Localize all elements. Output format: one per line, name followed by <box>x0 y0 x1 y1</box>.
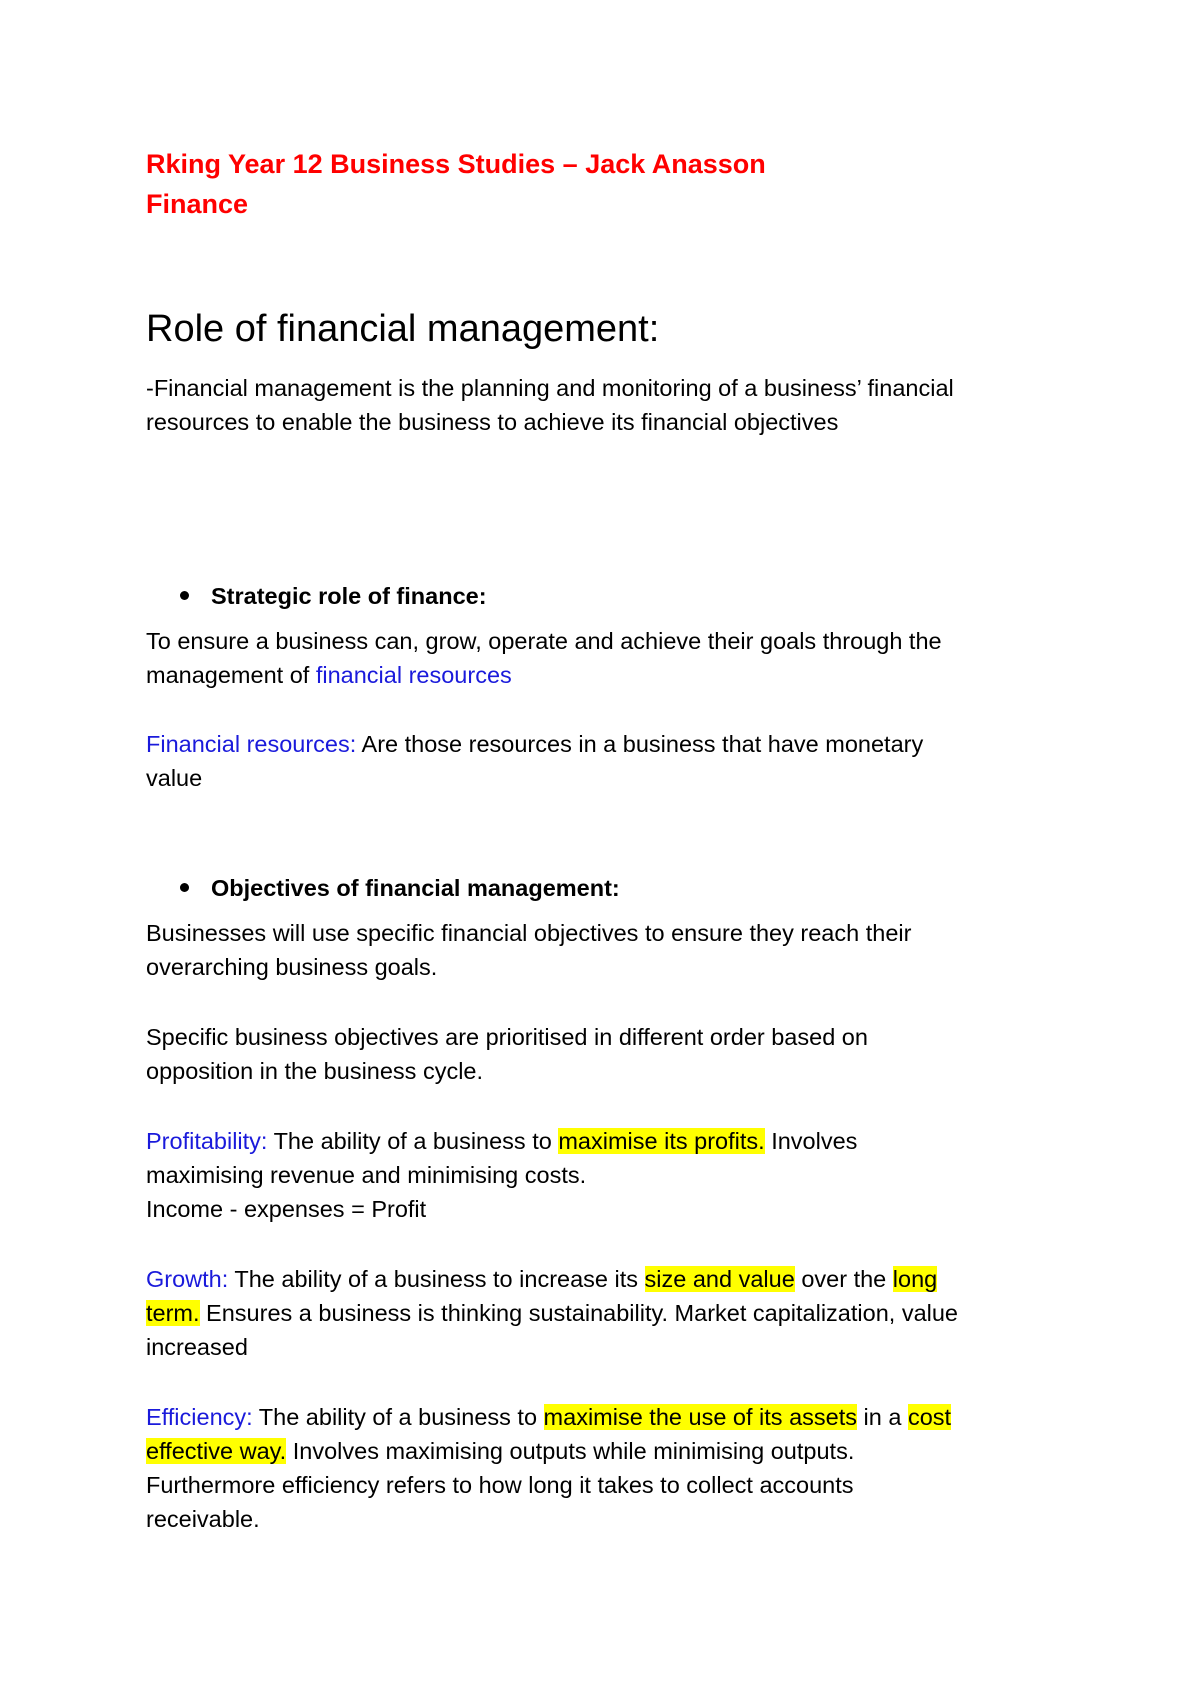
growth-term: Growth: <box>146 1266 229 1292</box>
profitability-text-2: Involves <box>764 1128 858 1154</box>
strategic-line-2-prefix: management of <box>146 662 316 688</box>
section-heading-role: Role of financial management: <box>146 308 660 350</box>
bullet-objectives-label: Objectives of financial management: <box>211 875 620 901</box>
efficiency-line-2-text: Involves maximising outputs while minimising outputs. <box>286 1438 855 1464</box>
objectives-intro-line-2: overarching business goals. <box>146 954 438 980</box>
objectives-order-line-1: Specific business objectives are prioritised in different order based on <box>146 1024 868 1050</box>
strategic-line-1: To ensure a business can, grow, operate and achieve their goals through the <box>146 628 942 654</box>
efficiency-line-4: receivable. <box>146 1506 260 1532</box>
document-subtitle: Finance <box>146 189 249 219</box>
profitability-formula: Income - expenses = Profit <box>146 1196 427 1222</box>
bullet-objectives <box>180 871 620 905</box>
growth-text-2: over the <box>794 1266 893 1292</box>
objectives-intro-line-1: Businesses will use specific financial objectives to ensure they reach their <box>146 920 912 946</box>
highlight: size and value <box>644 1266 795 1292</box>
financial-resources-label: Financial resources: <box>146 731 357 757</box>
bullet-strategic-label: Strategic role of finance: <box>211 583 487 609</box>
document-title: Rking Year 12 Business Studies – Jack Anasson <box>146 149 766 179</box>
financial-resources-definition: Are those resources in a business that have monetary <box>356 731 924 757</box>
growth-line-1 <box>146 1262 937 1296</box>
growth-line-3: increased <box>146 1334 248 1360</box>
highlight: maximise the use of its assets <box>543 1404 857 1430</box>
financial-resources-definition-line-2: value <box>146 765 203 791</box>
highlight: maximise its profits. <box>558 1128 765 1154</box>
financial-resources-definition-line-1 <box>146 727 923 761</box>
financial-resources-term: financial resources <box>315 662 512 688</box>
bullet-icon <box>180 883 189 892</box>
highlight: term. <box>146 1300 200 1326</box>
efficiency-line-1 <box>146 1400 951 1434</box>
efficiency-term: Efficiency: <box>146 1404 253 1430</box>
bullet-icon <box>180 591 189 600</box>
profitability-text: The ability of a business to <box>267 1128 559 1154</box>
profitability-line-1 <box>146 1124 857 1158</box>
profitability-term: Profitability: <box>146 1128 268 1154</box>
strategic-line-2 <box>146 658 512 692</box>
highlight: cost <box>907 1404 952 1430</box>
profitability-line-2: maximising revenue and minimising costs. <box>146 1162 587 1188</box>
highlight: long <box>892 1266 938 1292</box>
growth-line-2-text: Ensures a business is thinking sustainability. Market capitalization, value <box>199 1300 959 1326</box>
growth-line-2 <box>146 1296 958 1330</box>
objectives-order-line-2: opposition in the business cycle. <box>146 1058 484 1084</box>
efficiency-line-3: Furthermore efficiency refers to how long it takes to collect accounts <box>146 1472 854 1498</box>
efficiency-text: The ability of a business to <box>252 1404 544 1430</box>
bullet-strategic-role <box>180 579 487 613</box>
role-definition-line-1: -Financial management is the planning and monitoring of a business’ financial <box>146 375 954 401</box>
role-definition-line-2: resources to enable the business to achieve its financial objectives <box>146 409 839 435</box>
highlight: effective way. <box>146 1438 287 1464</box>
efficiency-line-2 <box>146 1434 854 1468</box>
growth-text: The ability of a business to increase its <box>228 1266 645 1292</box>
efficiency-text-2: in a <box>857 1404 908 1430</box>
